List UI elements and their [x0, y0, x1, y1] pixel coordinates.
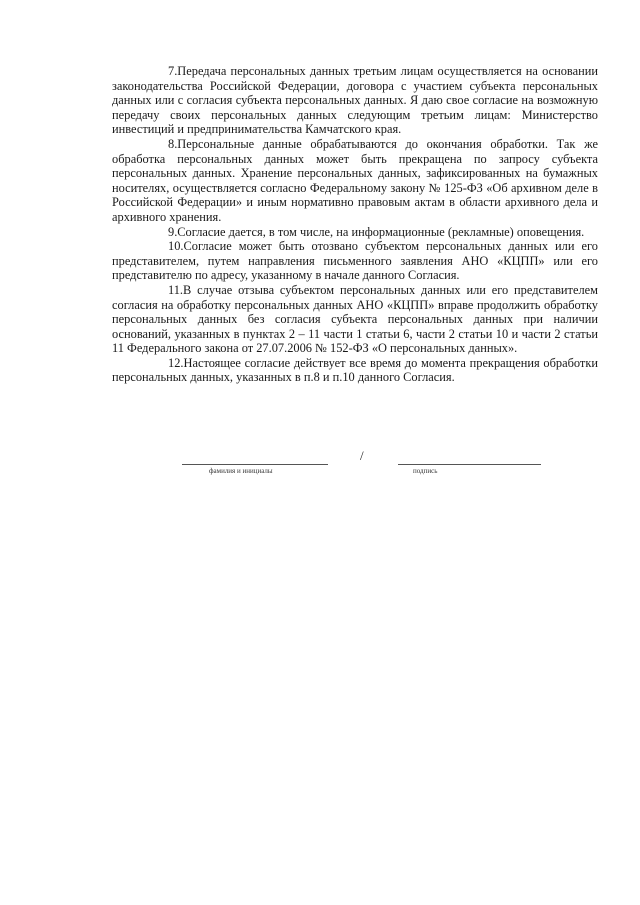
signature-caption: подпись [413, 467, 438, 475]
paragraph-text: В случае отзыва субъектом персональных данных или его представителем согласия на обработку персональных данных АНО «КЦПП» вправе продолжить обработку персональных данных без согласия субъекта персональных данных при наличии оснований, указанных в пунктах 2 – 11 части 1 статьи 6, части 2 статьи 10 и части 2 статьи 11 Федерального закона от 27.07.2006 № 152-ФЗ «О персональных данных». [112, 282, 598, 356]
paragraph-number: 10. [168, 239, 184, 254]
paragraph-9 [112, 225, 598, 240]
paragraph-number: 11. [168, 282, 184, 297]
signature-separator: / [360, 448, 364, 463]
paragraph-text: Персональные данные обрабатываются до окончания обработки. Так же обработка персональных данных может быть прекращена по запросу субъекта персональных данных. Хранение персональных данных, зафиксированных на бумажных носителях, осуществляется согласно Федеральному закону № 125-ФЗ «Об архивном деле в Российской Федерации» и иным нормативно правовым актам в области архивного дела и архивного хранения. [112, 136, 598, 224]
paragraph-text: Настоящее согласие действует все время до момента прекращения обработки персональных данных, указанных в п.8 и п.10 данного Согласия. [112, 355, 598, 385]
paragraph-text: Согласие может быть отозвано субъектом персональных данных или его представителем, путем направления письменного заявления АНО «КЦПП» или его представителю по адресу, указанному в начале данного Согласия. [112, 239, 598, 283]
paragraph-number: 9. [168, 224, 178, 239]
paragraph-8 [112, 137, 598, 225]
paragraph-10 [112, 239, 598, 283]
signature-block [0, 448, 640, 488]
paragraph-number: 7. [168, 64, 178, 78]
paragraph-number: 12. [168, 355, 184, 370]
signature-line[interactable] [398, 448, 541, 465]
paragraph-7 [112, 64, 598, 137]
name-caption: фамилия и инициалы [209, 467, 273, 475]
paragraph-text: Передача персональных данных третьим лицам осуществляется на основании законодательства Российской Федерации, договора с участием субъекта персональных данных или с согласия субъекта персональных данных. Я даю свое согласие на возможную передачу своих персональных данных следующим третьим лицам: Министерство инвестиций и предпринимательства Камчатского края. [112, 64, 598, 137]
paragraph-12 [112, 356, 598, 385]
paragraph-number: 8. [168, 136, 178, 151]
paragraph-11 [112, 283, 598, 356]
paragraph-text: Согласие дается, в том числе, на информационные (рекламные) оповещения. [177, 224, 585, 239]
name-signature-line[interactable] [182, 448, 328, 465]
document-body [112, 64, 598, 385]
